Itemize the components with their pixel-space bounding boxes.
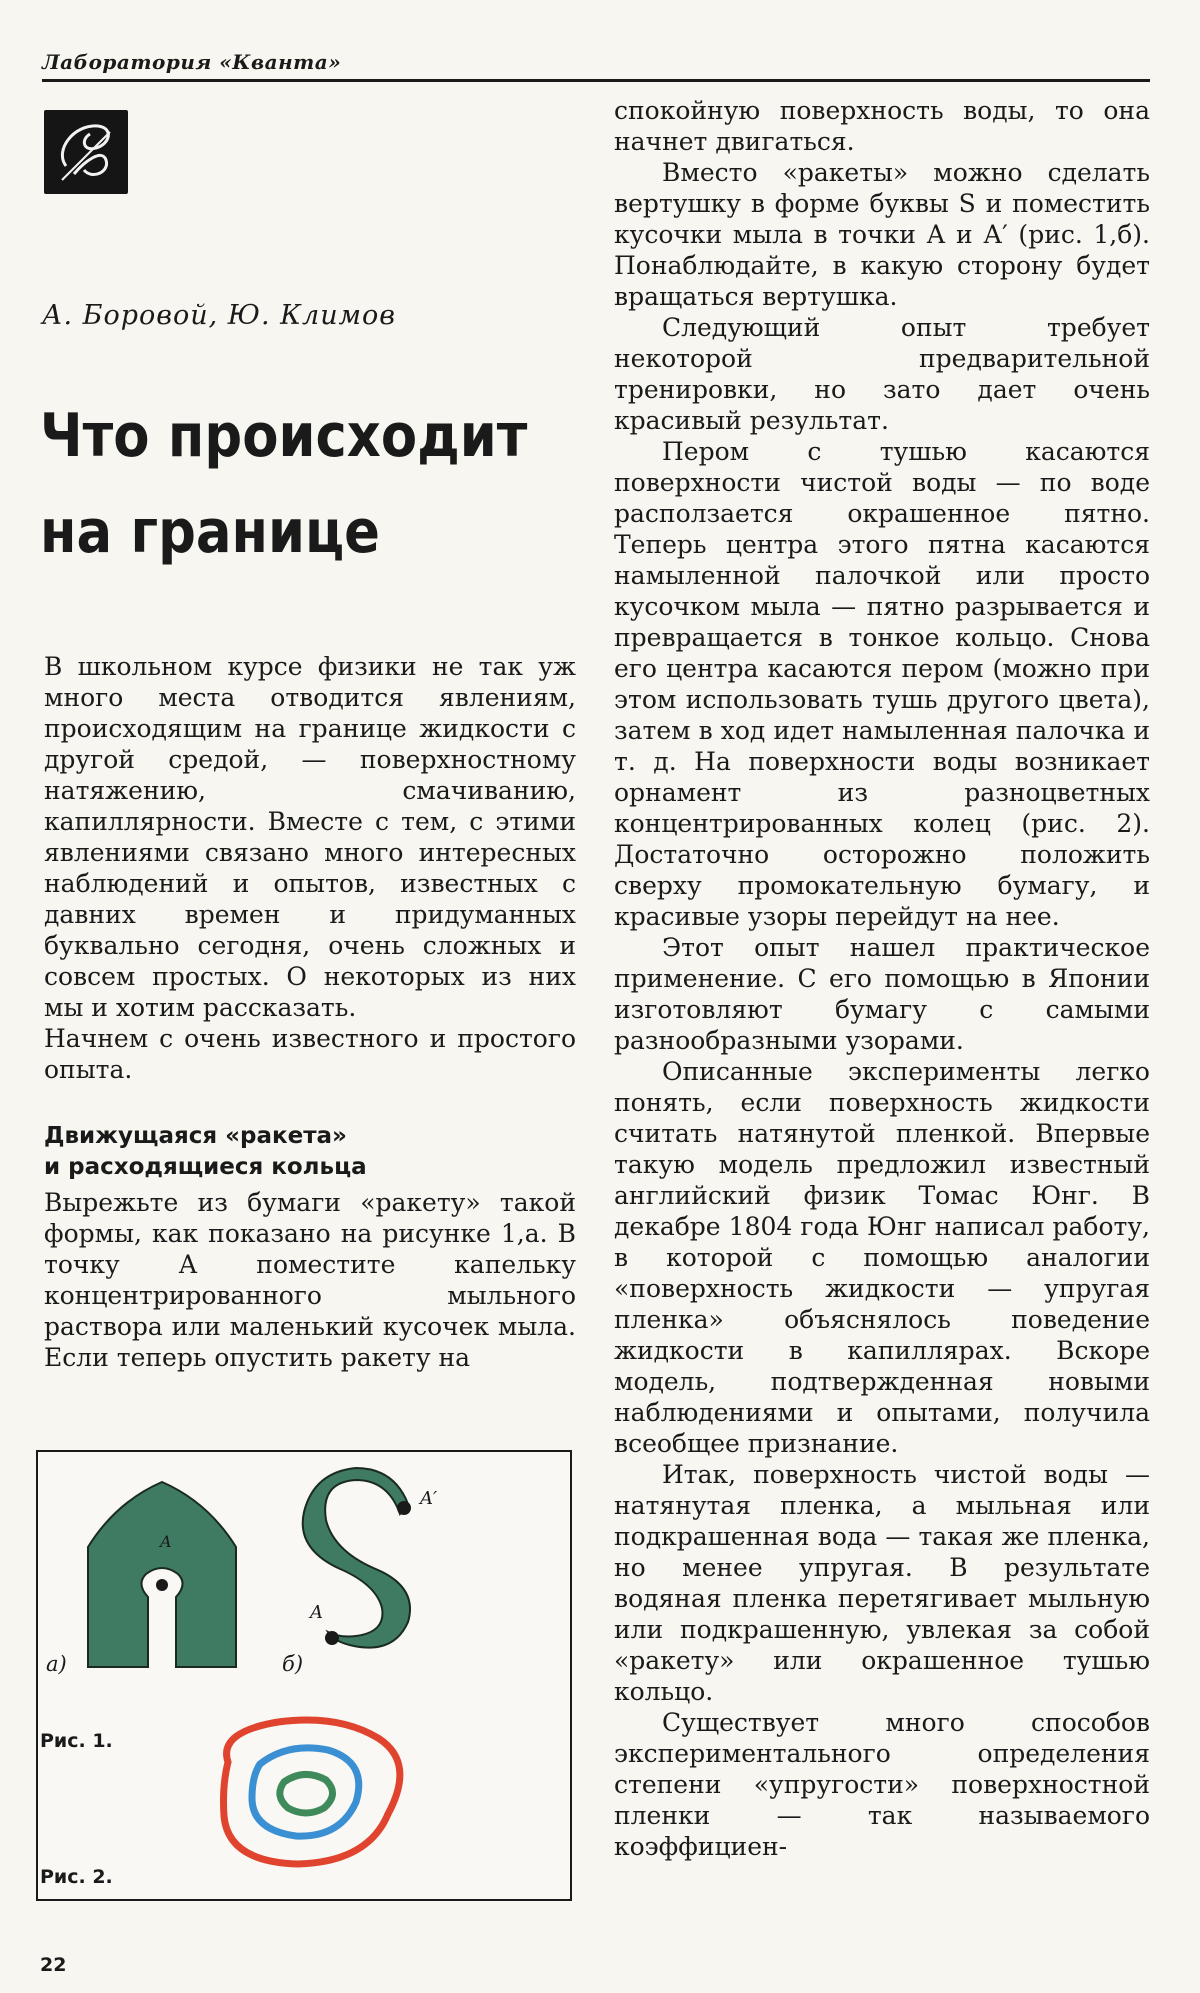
paragraph-rocket: Вырежьте из бумаги «ракету» такой формы, как показано на рисунке 1,а. В точку А поместите капельку концентрированного мыльного раствора или маленький кусочек мыла. Если теперь опустить ракету на	[44, 1188, 576, 1372]
subheading-line-2: и расходящиеся кольца	[44, 1154, 367, 1180]
paragraph-spinner: Вместо «ракеты» можно сделать вертушку в форме буквы S и поместить кусочки мыла в точки А и А′ (рис. 1,б). Понаблюдайте, в какую сторону будет вращаться вертушка.	[614, 158, 1150, 311]
rocket-point-a	[156, 1579, 168, 1591]
intro-paragraph: В школьном курсе физики не так уж много места отводится явлениям, происходящим на границе жидкости с другой средой, — поверхностному натяжению, смачиванию, капиллярности. Вместе с тем, с этими явлениями связано много интересных наблюдений и опытов, известных с давних времен и придуманных буквально сегодня, очень сложных и совсем простых. О некоторых из них мы и хотим рассказать.	[44, 652, 576, 1022]
ring-inner-green	[280, 1774, 333, 1813]
right-column	[614, 95, 1150, 1862]
paragraph-young: Описанные эксперименты легко понять, если поверхность жидкости считать натянутой пленкой. Впервые такую модель предложил известный английский физик Томас Юнг. В декабре 1804 года Юнг написал работу, в которой с помощью аналогии «поверхность жидкости — упругая пленка» объяснялось поведение жидкости в капиллярах. Вскоре модель, подтвержденная новыми наблюдениями и опытами, получила всеобщее признание.	[614, 1057, 1150, 1458]
header-rule	[42, 79, 1150, 82]
page-number: 22	[40, 1954, 67, 1976]
paragraph-ink-rings: Пером с тушью касаются поверхности чистой воды — по воде расползается окрашенное пятно. Теперь центра этого пятна касаются намыленной палочкой или просто кусочком мыла — пятно разрывается и превращается в тонкое кольцо. Снова его центра касаются пером (можно при этом использовать тушь другого цвета), затем в ход идет намыленная палочка и т. д. На поверхности воды возникает орнамент из разноцветных концентрированных колец (рис. 2). Достаточно осторожно положить сверху промокательную бумагу, и красивые узоры перейдут на нее.	[614, 437, 1150, 931]
subheading	[44, 1121, 576, 1183]
paragraph-film: Итак, поверхность чистой воды — натянутая пленка, а мыльная или подкрашенная вода — такая же пленка, но менее упругая. В результате водяная пленка перетягивает мыльную или подкрашенную, увлекая за собой «ракету» или окрашенное тушью кольцо.	[614, 1460, 1150, 1706]
title-line-1: Что происходит	[40, 401, 528, 471]
title-line-2: на границе	[40, 497, 380, 567]
paragraph-rocket-continued: спокойную поверхность воды, то она начнет двигаться.	[614, 96, 1150, 156]
left-column	[44, 651, 576, 1373]
spinner-point-a	[325, 1631, 339, 1645]
figure-box	[36, 1450, 572, 1901]
paragraph-japan: Этот опыт нашел практическое применение. С его помощью в Японии изготовляют бумагу с самыми разнообразными узорами.	[614, 933, 1150, 1055]
article-title	[40, 388, 533, 580]
fig1b-point-label: A	[310, 1602, 323, 1623]
paragraph-methods: Существует много способов экспериментального определения степени «упругости» поверхностной пленки — так называемого коэффициен-	[614, 1708, 1150, 1861]
spinner-point-a-prime	[397, 1501, 411, 1515]
fig1-sub-a: а)	[46, 1652, 67, 1676]
rocket-shape	[88, 1482, 236, 1667]
fig1-sub-b: б)	[282, 1652, 304, 1676]
article-authors: А. Боровой, Ю. Климов	[42, 300, 396, 331]
fig1a-point-label: A	[160, 1532, 172, 1551]
fig1b-point-label-prime: A′	[420, 1488, 438, 1509]
section-header: Лаборатория «Кванта»	[42, 50, 342, 74]
subheading-line-1: Движущаяся «ракета»	[44, 1123, 347, 1149]
intro-paragraph-2: Начнем с очень известного и простого опыта.	[44, 1024, 576, 1084]
paragraph-next-experiment: Следующий опыт требует некоторой предварительной тренировки, но зато дает очень красивый результат.	[614, 313, 1150, 435]
ring-mid-blue	[252, 1748, 359, 1836]
figure-caption-1: Рис. 1.	[40, 1730, 113, 1752]
section-logo-icon	[44, 110, 128, 194]
figure-caption-2: Рис. 2.	[40, 1866, 113, 1888]
